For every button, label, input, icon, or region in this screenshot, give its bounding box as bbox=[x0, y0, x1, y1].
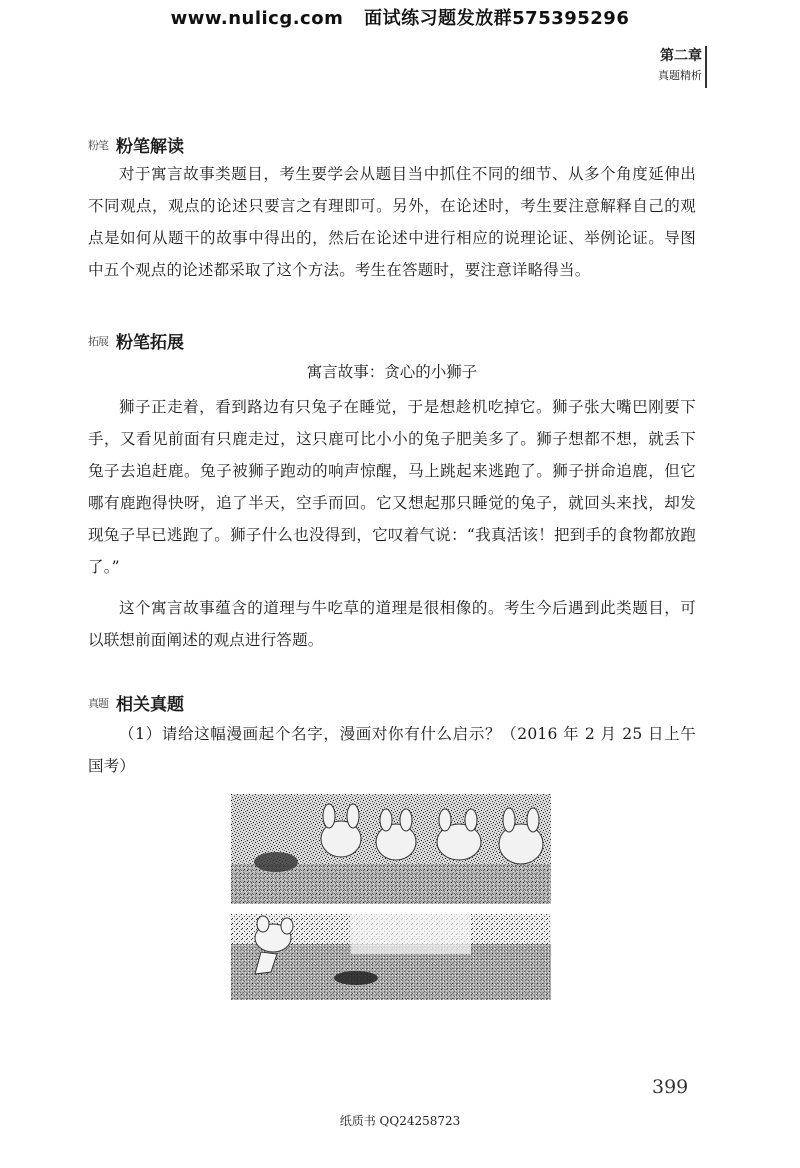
exam-icon: 真题 bbox=[88, 696, 108, 710]
section-heading-related bbox=[88, 690, 184, 715]
section-title: 相关真题 bbox=[116, 695, 184, 715]
chapter-marker bbox=[658, 46, 702, 86]
section-heading-extension bbox=[88, 328, 184, 353]
group-notice: 面试练习题发放群575395296 bbox=[364, 8, 630, 29]
interpretation-paragraph: 对于寓言故事类题目，考生要学会从题目当中抓住不同的细节、从多个角度延伸出不同观点，观点的论述只要言之有理即可。另外，在论述时，考生要注意解释自己的观点是如何从题干的故事中得出的，然后在论述中进行相应的说理论证、举例论证。导图中五个观点的论述都采取了这个方法。考生在答题时，要注意详略得当。 bbox=[88, 165, 696, 279]
extension-icon: 拓展 bbox=[88, 334, 108, 348]
question-text: （1）请给这幅漫画起个名字，漫画对你有什么启示？（2016 年 2 月 25 日上午国考） bbox=[88, 725, 696, 775]
cartoon-panel-top bbox=[231, 794, 551, 904]
chapter-title: 第二章 bbox=[660, 48, 702, 64]
hole-shadow bbox=[334, 971, 378, 985]
cartoon-illustration bbox=[231, 794, 551, 904]
section-heading-interpretation bbox=[88, 132, 184, 157]
chapter-divider bbox=[705, 46, 707, 88]
footer-note: 纸质书 QQ24258723 bbox=[339, 1114, 461, 1128]
cartoon-illustration bbox=[231, 914, 551, 1000]
site-url[interactable]: www.nulicg.com bbox=[170, 8, 344, 29]
chalk-icon: 粉笔 bbox=[88, 138, 108, 152]
page-number: 399 bbox=[652, 1076, 689, 1098]
chapter-subtitle: 真题精析 bbox=[658, 69, 702, 82]
section-title: 粉笔拓展 bbox=[116, 333, 184, 353]
conclusion-paragraph: 这个寓言故事蕴含的道理与牛吃草的道理是很相像的。考生今后遇到此类题目，可以联想前面阐述的观点进行答题。 bbox=[88, 599, 696, 649]
rabbit-shadow bbox=[254, 852, 298, 872]
cartoon-panel-bottom bbox=[231, 914, 551, 1000]
story-title: 寓言故事：贪心的小狮子 bbox=[306, 363, 478, 381]
story-paragraph: 狮子正走着，看到路边有只兔子在睡觉，于是想趁机吃掉它。狮子张大嘴巴刚要下手，又看见前面有只鹿走过，这只鹿可比小小的兔子肥美多了。狮子想都不想，就丢下兔子去追赶鹿。兔子被狮子跑动的响声惊醒，马上跳起来逃跑了。狮子拼命追鹿，但它哪有鹿跑得快呀，追了半天，空手而回。它又想起那只睡觉的兔子，就回头来找，却发现兔子早已逃跑了。狮子什么也没得到，它叹着气说：“我真活该！把到手的食物都放跑了。” bbox=[88, 398, 696, 576]
top-banner bbox=[0, 4, 800, 30]
section-title: 粉笔解读 bbox=[116, 137, 184, 157]
